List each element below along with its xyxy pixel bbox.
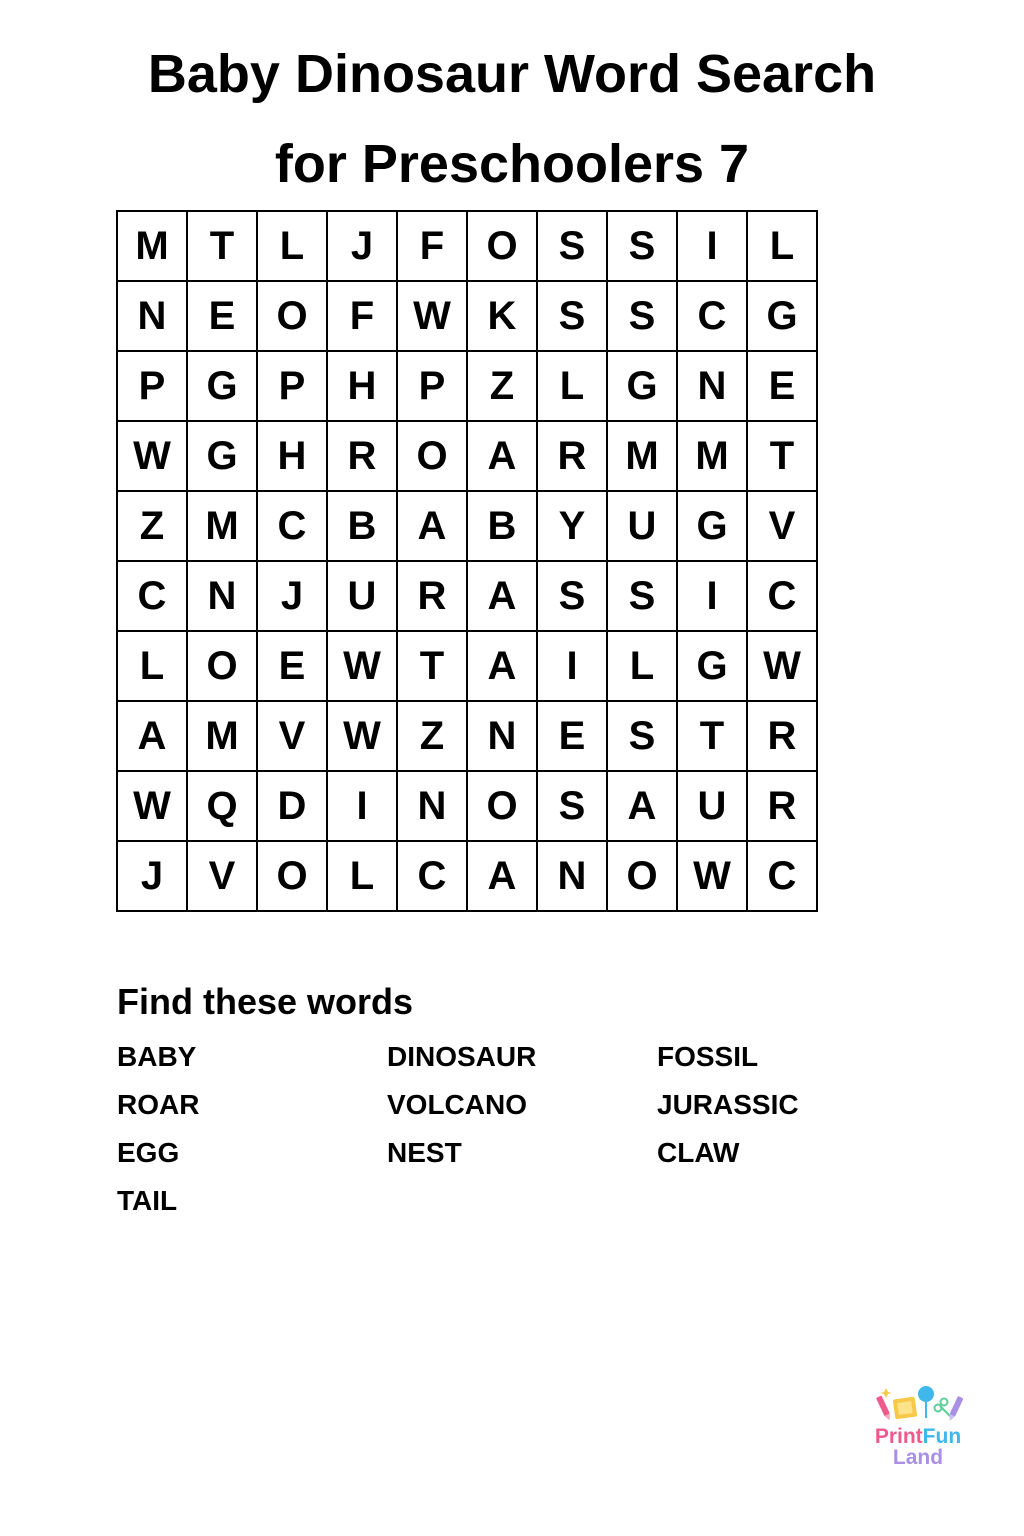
grid-cell[interactable]: E — [538, 702, 608, 772]
grid-cell[interactable]: A — [608, 772, 678, 842]
grid-cell[interactable]: G — [608, 352, 678, 422]
grid-cell[interactable]: H — [258, 422, 328, 492]
grid-cell[interactable]: A — [468, 632, 538, 702]
grid-cell[interactable]: L — [748, 212, 818, 282]
grid-cell[interactable]: E — [258, 632, 328, 702]
grid-cell[interactable]: I — [678, 562, 748, 632]
grid-cell[interactable]: G — [678, 492, 748, 562]
grid-cell[interactable]: J — [258, 562, 328, 632]
grid-cell[interactable]: T — [748, 422, 818, 492]
grid-cell[interactable]: L — [608, 632, 678, 702]
grid-cell[interactable]: O — [468, 212, 538, 282]
grid-cell[interactable]: R — [748, 702, 818, 772]
grid-cell[interactable]: I — [538, 632, 608, 702]
grid-cell[interactable]: N — [118, 282, 188, 352]
word-list-item: FOSSIL — [657, 1041, 759, 1072]
word-list-item: TAIL — [117, 1185, 178, 1216]
grid-cell[interactable]: I — [678, 212, 748, 282]
grid-cell[interactable]: G — [188, 352, 258, 422]
grid-cell[interactable]: Z — [118, 492, 188, 562]
word-list-item: BABY — [117, 1041, 197, 1072]
grid-cell[interactable]: A — [468, 842, 538, 912]
grid-cell[interactable]: J — [328, 212, 398, 282]
grid-cell[interactable]: C — [748, 562, 818, 632]
grid-cell[interactable]: O — [468, 772, 538, 842]
grid-cell[interactable]: P — [118, 352, 188, 422]
word-list-item: ROAR — [117, 1089, 200, 1120]
grid-cell[interactable]: M — [188, 492, 258, 562]
grid-cell[interactable]: E — [188, 282, 258, 352]
word-list — [117, 1038, 927, 1230]
grid-cell[interactable]: L — [328, 842, 398, 912]
word-list-item: CLAW — [657, 1137, 740, 1168]
find-words-heading: Find these words — [117, 981, 414, 1022]
grid-cell[interactable]: V — [188, 842, 258, 912]
grid-cell[interactable]: U — [608, 492, 678, 562]
grid-cell[interactable]: C — [398, 842, 468, 912]
grid-cell[interactable]: M — [118, 212, 188, 282]
grid-cell[interactable]: S — [538, 772, 608, 842]
grid-cell[interactable]: A — [468, 422, 538, 492]
grid-cell[interactable]: N — [678, 352, 748, 422]
grid-cell[interactable]: F — [398, 212, 468, 282]
grid-cell[interactable]: N — [468, 702, 538, 772]
grid-cell[interactable]: G — [678, 632, 748, 702]
grid-cell[interactable]: C — [678, 282, 748, 352]
grid-cell[interactable]: A — [398, 492, 468, 562]
grid-cell[interactable]: M — [188, 702, 258, 772]
grid-cell[interactable]: J — [118, 842, 188, 912]
grid-cell[interactable]: S — [538, 562, 608, 632]
logo-text-fun: Fun — [922, 1425, 962, 1448]
grid-cell[interactable]: V — [258, 702, 328, 772]
grid-cell[interactable]: O — [258, 842, 328, 912]
grid-cell[interactable]: K — [468, 282, 538, 352]
grid-cell[interactable]: O — [398, 422, 468, 492]
grid-cell[interactable]: A — [118, 702, 188, 772]
word-list-item: JURASSIC — [657, 1089, 799, 1120]
word-list-item: VOLCANO — [387, 1089, 527, 1120]
grid-cell[interactable]: V — [748, 492, 818, 562]
grid-cell[interactable]: T — [188, 212, 258, 282]
grid-cell[interactable]: D — [258, 772, 328, 842]
grid-cell[interactable]: N — [538, 842, 608, 912]
grid-cell[interactable]: W — [118, 772, 188, 842]
page-title: Baby Dinosaur Word Search — [147, 44, 877, 104]
grid-cell[interactable]: S — [608, 282, 678, 352]
logo-text-print: Print — [874, 1425, 923, 1448]
grid-cell[interactable]: G — [188, 422, 258, 492]
grid-cell[interactable]: C — [118, 562, 188, 632]
grid-cell[interactable]: L — [118, 632, 188, 702]
grid-cell[interactable]: P — [398, 352, 468, 422]
grid-cell[interactable]: A — [468, 562, 538, 632]
word-search-grid — [116, 210, 818, 912]
grid-cell[interactable]: S — [538, 212, 608, 282]
grid-cell[interactable]: Z — [398, 702, 468, 772]
grid-cell[interactable]: W — [328, 632, 398, 702]
grid-cell[interactable]: W — [398, 282, 468, 352]
grid-cell[interactable]: W — [328, 702, 398, 772]
grid-cell[interactable]: G — [748, 282, 818, 352]
grid-cell[interactable]: S — [608, 702, 678, 772]
page-subtitle: for Preschoolers 7 — [274, 134, 750, 194]
grid-cell[interactable]: H — [328, 352, 398, 422]
grid-cell[interactable]: U — [678, 772, 748, 842]
grid-cell[interactable]: T — [398, 632, 468, 702]
grid-cell[interactable]: B — [468, 492, 538, 562]
craft-supplies-icon — [866, 1384, 970, 1428]
logo-text-land: Land — [892, 1446, 944, 1469]
grid-cell[interactable]: S — [608, 562, 678, 632]
grid-cell[interactable]: N — [398, 772, 468, 842]
logo-text-printfun — [866, 1426, 970, 1448]
grid-cell[interactable]: W — [678, 842, 748, 912]
grid-cell[interactable]: L — [258, 212, 328, 282]
grid-cell[interactable]: W — [118, 422, 188, 492]
grid-cell[interactable]: M — [608, 422, 678, 492]
grid-cell[interactable]: T — [678, 702, 748, 772]
grid-cell[interactable]: B — [328, 492, 398, 562]
grid-cell[interactable]: Y — [538, 492, 608, 562]
grid-cell[interactable]: R — [748, 772, 818, 842]
grid-cell[interactable]: O — [188, 632, 258, 702]
grid-cell[interactable]: W — [748, 632, 818, 702]
grid-cell[interactable]: O — [258, 282, 328, 352]
grid-cell[interactable]: S — [538, 282, 608, 352]
grid-cell[interactable]: R — [328, 422, 398, 492]
grid-cell[interactable]: P — [258, 352, 328, 422]
word-list-item: NEST — [387, 1137, 462, 1168]
word-list-item: EGG — [117, 1137, 180, 1168]
grid-cell[interactable]: R — [538, 422, 608, 492]
grid-cell[interactable]: O — [608, 842, 678, 912]
printfunland-logo — [866, 1384, 976, 1474]
word-list-item: DINOSAUR — [387, 1041, 537, 1072]
grid-cell[interactable]: Z — [468, 352, 538, 422]
grid-cell[interactable]: I — [328, 772, 398, 842]
grid-cell[interactable]: S — [608, 212, 678, 282]
grid-cell[interactable]: M — [678, 422, 748, 492]
grid-cell[interactable]: U — [328, 562, 398, 632]
grid-cell[interactable]: F — [328, 282, 398, 352]
grid-cell[interactable]: Q — [188, 772, 258, 842]
grid-cell[interactable]: E — [748, 352, 818, 422]
grid-cell[interactable]: C — [258, 492, 328, 562]
grid-cell[interactable]: N — [188, 562, 258, 632]
grid-cell[interactable]: R — [398, 562, 468, 632]
grid-cell[interactable]: L — [538, 352, 608, 422]
grid-cell[interactable]: C — [748, 842, 818, 912]
